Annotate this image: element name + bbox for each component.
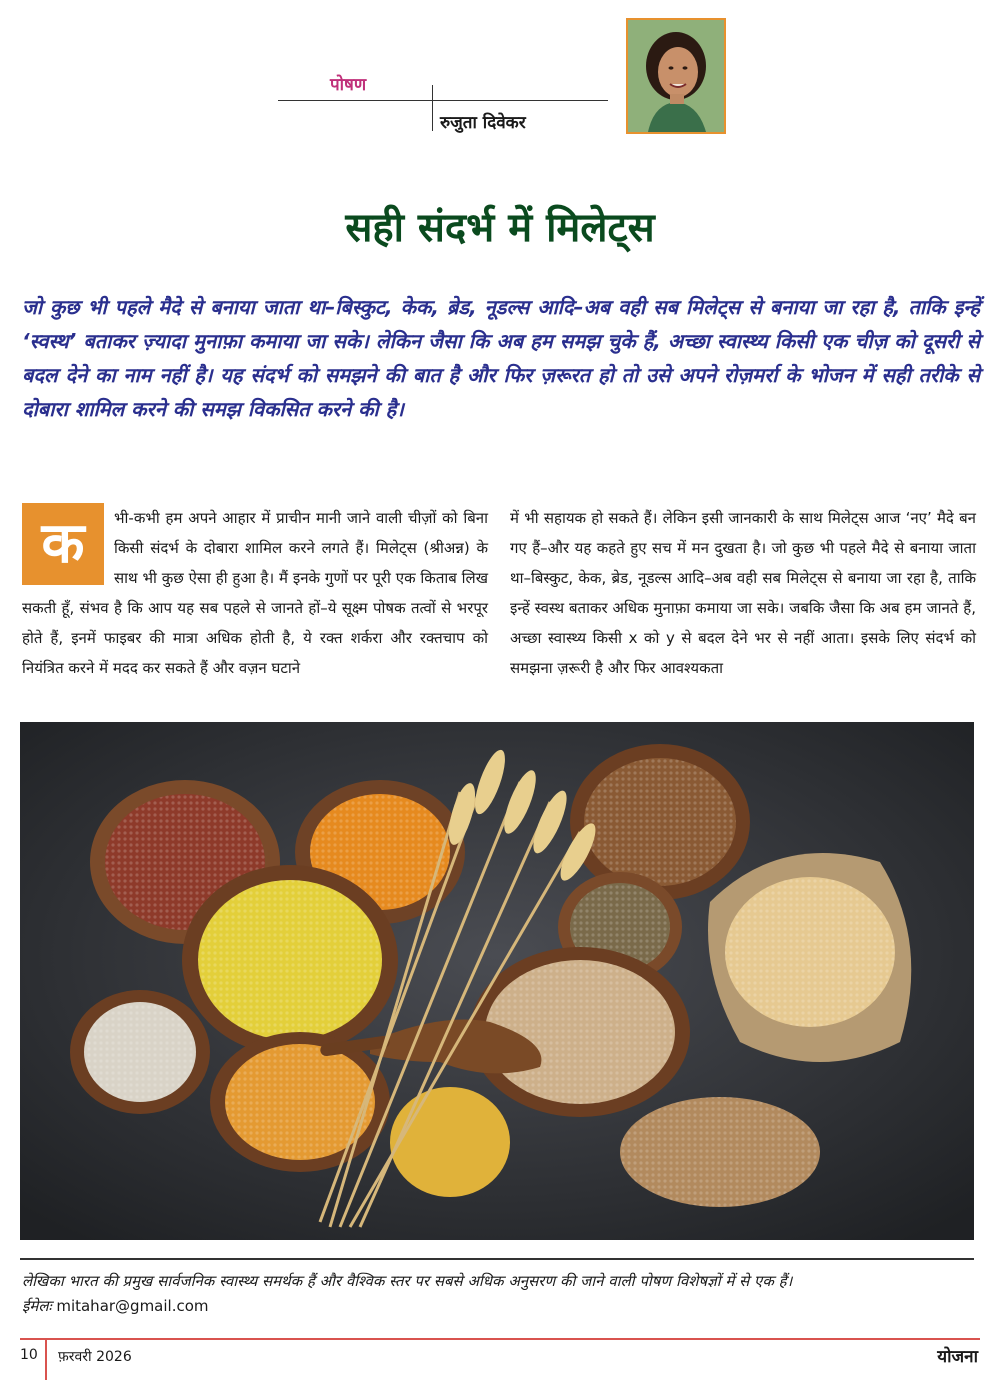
author-portrait-illustration [628, 20, 724, 132]
magazine-name: योजना [937, 1347, 978, 1367]
millets-photo [20, 722, 974, 1240]
email-label: ईमेलः [22, 1297, 52, 1315]
body-text-left: भी-कभी हम अपने आहार में प्राचीन मानी जाने वाली चीज़ों को बिना किसी संदर्भ के दोबारा शामिल करने लगते हैं। मिलेट्स (श्रीअन्न) के साथ भी कुछ ऐसा ही हुआ है। मैं इनके गुणों पर पूरी एक किताब लिख सकती हूँ, संभव है कि आप यह सब पहले से जानते हों–ये सूक्ष्म पोषक तत्वों से भरपूर होते हैं, इनमें फाइबर की मात्रा अधिक होती है, ये रक्त शर्करा और रक्तचाप को नियंत्रित करने में मदद कर सकते हैं और वज़न घटाने [22, 509, 488, 677]
author-email-line [22, 1296, 209, 1316]
author-photo [626, 18, 726, 134]
header-vertical-divider [432, 85, 433, 131]
body-column-left [22, 503, 488, 683]
author-bio: लेखिका भारत की प्रमुख सार्वजनिक स्वास्थ्य समर्थक हैं और वैश्विक स्तर पर सबसे अधिक अनुसरण की जाने वाली पोषण विशेषज्ञों में से एक हैं। [22, 1272, 793, 1290]
footer-vertical-divider [45, 1340, 47, 1380]
author-email: mitahar@gmail.com [56, 1297, 209, 1315]
author-name: रुजुता दिवेकर [440, 113, 526, 133]
footer-divider [20, 1338, 980, 1340]
body-text-right: में भी सहायक हो सकते हैं। लेकिन इसी जानकारी के साथ मिलेट्स आज ‘नए’ मैदे बन गए हैं–और यह कहते हुए सच में मन दुखता है। जो कुछ भी पहले मैदे से बनाया जाता था–बिस्कुट, केक, ब्रेड, नूडल्स आदि–अब वही सब मिलेट्स से बनाया जा रहा है, ताकि इन्हें स्वस्थ बताकर अधिक मुनाफ़ा कमाया जा सके। जबकि जैसा कि अब हम जानते हैं, अच्छा स्वास्थ्य किसी x को y से बदल देने भर से नहीं आता। इसके लिए संदर्भ को समझना ज़रूरी है और फिर आवश्यकता [510, 509, 976, 677]
body-column-right [510, 503, 976, 683]
caption-divider [20, 1258, 974, 1260]
header-divider [278, 100, 608, 101]
drop-cap: क [22, 503, 104, 585]
grains-bowls-illustration [20, 722, 974, 1240]
page-number: 10 [20, 1347, 38, 1363]
issue-date: फ़रवरी 2026 [58, 1349, 132, 1365]
section-label: पोषण [330, 75, 367, 95]
article-intro: जो कुछ भी पहले मैदे से बनाया जाता था–बिस्कुट, केक, ब्रेड, नूडल्स आदि–अब वही सब मिलेट्स से बनाया जा रहा है, ताकि इन्हें ‘स्वस्थ’ बताकर ज़्यादा मुनाफ़ा कमाया जा सके। लेकिन जैसा कि अब हम समझ चुके हैं, अच्छा स्वास्थ्य किसी एक चीज़ को दूसरी से बदल देने का नाम नहीं है। यह संदर्भ को समझने की बात है और फिर ज़रूरत हो तो उसे अपने रोज़मर्रा के भोजन में सही तरीके से दोबारा शामिल करने की समझ विकसित करने की है। [22, 295, 980, 421]
article-title: सही संदर्भ में मिलेट्स [345, 204, 655, 251]
